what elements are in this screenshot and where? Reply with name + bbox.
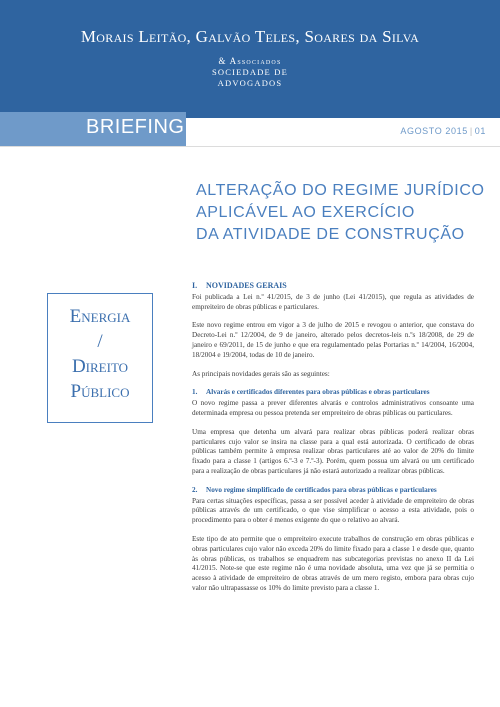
firm-name: Morais Leitão, Galvão Teles, Soares da Silva [80, 27, 420, 46]
document-title [196, 180, 496, 246]
practice-area-box [47, 293, 153, 423]
title-line-1: ALTERAÇÃO DO REGIME JURÍDICO [196, 182, 485, 199]
paragraph-6: Para certas situações específicas, passa a ser possível aceder à atividade de empreiteiro de obras públicas através de um certificado, o que vise simplificar o acesso a esta atividade, pois o procedimento para o obter é menos exigente do que o relativo ao alvará. [192, 496, 474, 525]
firm-sub-advogados: ADVOGADOS [217, 78, 283, 88]
subsection-heading-1 [192, 388, 474, 398]
firm-sub-associados: & Associados [218, 56, 282, 66]
paragraph-4: O novo regime passa a prever diferentes alvarás e controlos administrativos consoante uma determinada empresa ou pessoa pretenda ser empreiteiro de obras públicas ou particulares. [192, 399, 474, 417]
article-body [192, 281, 474, 603]
paragraph-1: Foi publicada a Lei n.º 41/2015, de 3 de junho (Lei 41/2015), que regula as atividades de empreiteiro de obras públicas e particulares. [192, 292, 474, 311]
issue-number: 01 [474, 126, 486, 136]
briefing-label: BRIEFING [86, 116, 185, 138]
paragraph-7: Este tipo de ato permite que o empreiteiro execute trabalhos de construção em obras públicas e obras particulares cujo valor não exceda 20% do limite fixado para a classe 1 e desde que, quanto às obras públicas, os trabalhos se enquadrem nas subcategorias previstas no anexo II da Lei 41/2015. Note-se que este regime não é uma novidade absoluta, uma vez que já se permitia o acesso à atividade de empreiteiro de obras através de um mero registo, embora para obras cujo valor não ultrapassasse os 10% do limite previsto para a classe 1. [192, 534, 474, 592]
section-number: I. [192, 281, 198, 290]
section-heading [192, 281, 474, 291]
subsection-heading-2 [192, 486, 474, 496]
subsection-title-2: Novo regime simplificado de certificados para obras públicas e particulares [206, 485, 437, 494]
practice-area-line-1: Energia [69, 306, 131, 327]
paragraph-2: Este novo regime entrou em vigor a 3 de julho de 2015 e revogou o anterior, que constava do Decreto-Lei n.º 12/2004, de 9 de janeiro, alterado pelos decretos-leis n.ºs 18/2008, de 29 de janeiro e 69/2011, de 15 de junho e que era regulamentado pelas Portarias n.º 14/2004, 16/2004, 18/2004 e 19/2004, todas de 10 de janeiro. [192, 321, 474, 359]
section-title: NOVIDADES GERAIS [206, 281, 287, 290]
date-separator: | [469, 126, 473, 136]
subsection-number-2: 2. [192, 485, 198, 494]
practice-area-line-4: Público [70, 381, 130, 402]
practice-area-line-3: Direito [71, 356, 129, 377]
title-line-3: DA ATIVIDADE DE CONSTRUÇÃO [196, 226, 465, 243]
title-line-2: APLICÁVEL AO EXERCÍCIO [196, 204, 415, 221]
subsection-title-1: Alvarás e certificados diferentes para obras públicas e obras particulares [206, 388, 430, 397]
firm-sub-sociedade: SOCIEDADE DE [211, 67, 289, 77]
paragraph-5: Uma empresa que detenha um alvará para realizar obras públicas poderá realizar obras particulares cujo valor se insira na classe para a qual está autorizada. O certificado de obras públicas também permite à empresa realizar obras particulares até ao valor de 20% do limite fixado para a classe 1 (artigos 6.º-3 e 7.º-3). Porém, quem possua um alvará ou um certificado para a realização de obras particulares já não estará autorizado a realizar obras públicas. [192, 427, 474, 475]
practice-area-line-2: / [97, 331, 103, 352]
date-text: AGOSTO 2015 [400, 126, 468, 136]
practice-area-text [48, 304, 152, 404]
subsection-number-1: 1. [192, 388, 198, 397]
issue-date [400, 126, 486, 136]
header-banner [0, 0, 500, 118]
paragraph-3: As principais novidades gerais são as seguintes: [192, 369, 330, 378]
divider-line [0, 146, 500, 147]
